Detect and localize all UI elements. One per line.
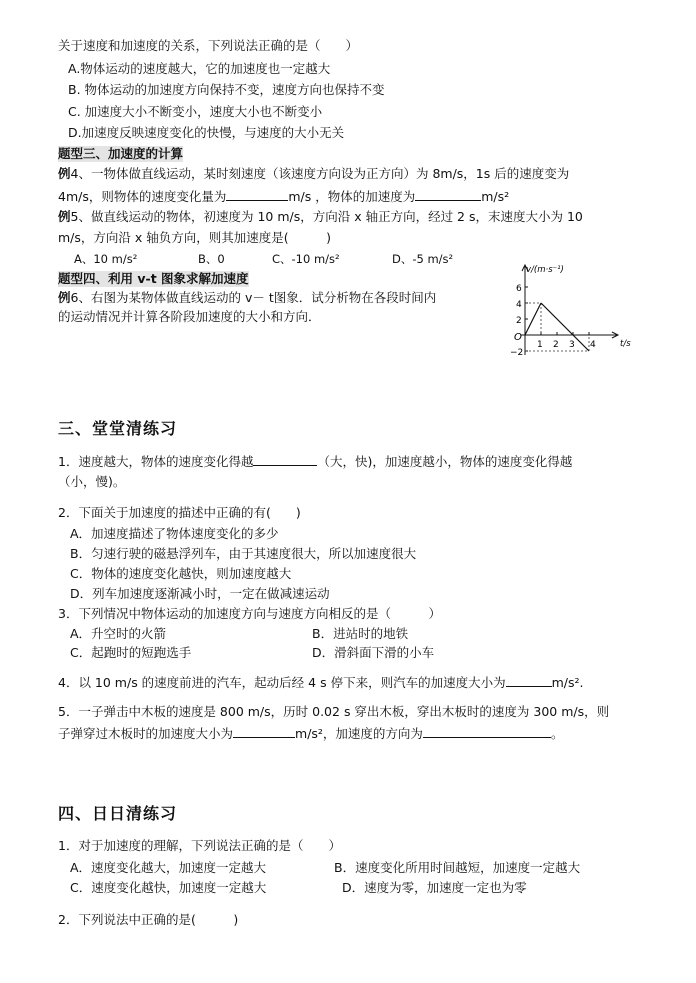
s3-q5-line1: 5．一子弹击中木板的速度是 800 m/s，历时 0.02 s 穿出木板，穿出木板时的速度为 300 m/s，则 <box>58 704 610 719</box>
s4-q1: 1．对于加速度的理解，下列说法正确的是（ ） <box>58 838 341 853</box>
s3-q4 <box>58 674 583 691</box>
answer-blank[interactable] <box>233 725 295 738</box>
example6-line2: 的运动情况并计算各阶段加速度的大小和方向． <box>58 309 321 324</box>
s3-q5-text-c: m/s²，加速度的方向为 <box>295 726 423 741</box>
answer-blank[interactable] <box>423 725 551 738</box>
question-text: 关于速度和加速度的关系，下列说法正确的是（ ） <box>58 38 359 53</box>
s3-q4-text-a: 4．以 10 m/s 的速度前进的汽车，起动后经 4 s 停下来，则汽车的加速度大小为 <box>58 675 506 690</box>
s3-q5-text-d: 。 <box>550 726 564 741</box>
s3-q3-option-c: C．起跑时的短跑选手 <box>70 645 192 660</box>
example5-line2: m/s，方向沿 x 轴负方向，则其加速度是( ) <box>58 230 331 245</box>
example-label: 例 <box>58 166 71 181</box>
ex5-option-c: C、-10 m/s² <box>272 252 340 266</box>
answer-blank[interactable] <box>226 188 288 201</box>
x-tick-label: 2 <box>553 340 559 350</box>
type4-heading: 题型四、利用 v-t 图象求解加速度 <box>58 271 249 286</box>
answer-blank[interactable] <box>415 188 481 201</box>
ex5-option-d: D、-5 m/s² <box>392 252 454 266</box>
example4-line2 <box>58 188 509 205</box>
s3-q2-option-d: D．列车加速度逐渐减小时，一定在做减速运动 <box>70 586 330 601</box>
s3-q1-line2: （小，慢)。 <box>58 474 126 489</box>
s4-q2: 2．下列说法中正确的是( ) <box>58 912 239 927</box>
s3-q1-text-a: 1．速度越大，物体的速度变化得越 <box>58 454 254 469</box>
example4-line1 <box>58 166 569 182</box>
s3-q3-option-d: D．滑斜面下滑的小车 <box>312 645 435 660</box>
s3-q2-option-c: C．物体的速度变化越快，则加速度越大 <box>70 566 292 581</box>
example4-text-a: 4m/s，则物体的速度变化量为 <box>58 189 227 204</box>
series-segment <box>573 335 589 351</box>
s4-q1-option-c: C．速度变化越快，加速度一定越大 <box>70 880 267 895</box>
s3-q2-option-b: B．匀速行驶的磁悬浮列车，由于其速度很大，所以加速度很大 <box>70 546 417 561</box>
example5-line1 <box>58 209 583 225</box>
section3-title: 三、堂堂清练习 <box>58 419 178 438</box>
example-label: 例 <box>58 209 71 224</box>
option-d: D.加速度反映速度变化的快慢，与速度的大小无关 <box>68 125 345 140</box>
x-axis-label: t/s <box>620 339 631 349</box>
y-tick-label: 6 <box>516 284 522 294</box>
example4-text-c: m/s² <box>481 189 510 204</box>
s3-q5-line2 <box>58 725 563 742</box>
s3-q2: 2．下面关于加速度的描述中正确的有( ) <box>58 505 301 520</box>
answer-blank[interactable] <box>506 674 552 687</box>
example6-text: 6、右图为某物体做直线运动的 v－ t图象．试分析物在各段时间内 <box>70 290 437 305</box>
s3-q3-option-a: A．升空时的火箭 <box>70 626 167 641</box>
y-tick-label: 4 <box>516 300 522 310</box>
y-axis-label: v/(m·s⁻¹) <box>526 265 564 275</box>
example5-text: 5、做直线运动的物体，初速度为 10 m/s，方向沿 x 轴正方向，经过 2 s，末速度大小为 10 <box>70 209 583 224</box>
s4-q1-option-b: B．速度变化所用时间越短，加速度一定越大 <box>334 860 581 875</box>
ex5-option-a: A、10 m/s² <box>74 252 138 266</box>
s3-q4-text-b: m/s². <box>551 675 584 690</box>
example4-text-b: m/s ，物体的加速度为 <box>288 189 416 204</box>
s4-q1-option-d: D．速度为零，加速度一定也为零 <box>342 880 527 895</box>
answer-blank[interactable] <box>253 453 317 466</box>
section4-title: 四、日日清练习 <box>58 804 178 823</box>
option-c: C. 加速度大小不断变小，速度大小也不断变小 <box>68 104 323 119</box>
vt-graph <box>506 262 638 358</box>
y-tick-label: 2 <box>516 316 522 326</box>
origin-label: O <box>514 332 522 343</box>
s3-q3: 3．下列情况中物体运动的加速度方向与速度方向相反的是（ ） <box>58 606 441 621</box>
x-tick-label: 3 <box>569 340 575 350</box>
example6-line1 <box>58 290 436 306</box>
ex5-option-b: B、0 <box>198 252 225 266</box>
s3-q1-line1 <box>58 453 572 470</box>
option-a: A.物体运动的速度越大，它的加速度也一定越大 <box>68 61 331 76</box>
x-tick-label: 4 <box>590 340 596 350</box>
s4-q1-option-a: A．速度变化越大，加速度一定越大 <box>70 860 267 875</box>
s3-q5-text-b: 子弹穿过木板时的加速度大小为 <box>58 726 234 741</box>
s3-q3-option-b: B．进站时的地铁 <box>312 626 409 641</box>
example-label: 例 <box>58 290 71 305</box>
series-segment <box>541 303 573 335</box>
x-tick-label: 1 <box>537 340 543 350</box>
y-tick-label: −2 <box>510 348 524 358</box>
s3-q2-option-a: A．加速度描述了物体速度变化的多少 <box>70 526 279 541</box>
example4-text: 4、一物体做直线运动，某时刻速度（该速度方向设为正方向）为 8m/s，1s 后的速度变为 <box>70 166 570 181</box>
option-b: B. 物体运动的加速度方向保持不变，速度方向也保持不变 <box>68 82 385 97</box>
s3-q1-text-b: （大，快)，加速度越小，物体的速度变化得越 <box>317 454 573 469</box>
type3-heading: 题型三、加速度的计算 <box>58 146 184 161</box>
